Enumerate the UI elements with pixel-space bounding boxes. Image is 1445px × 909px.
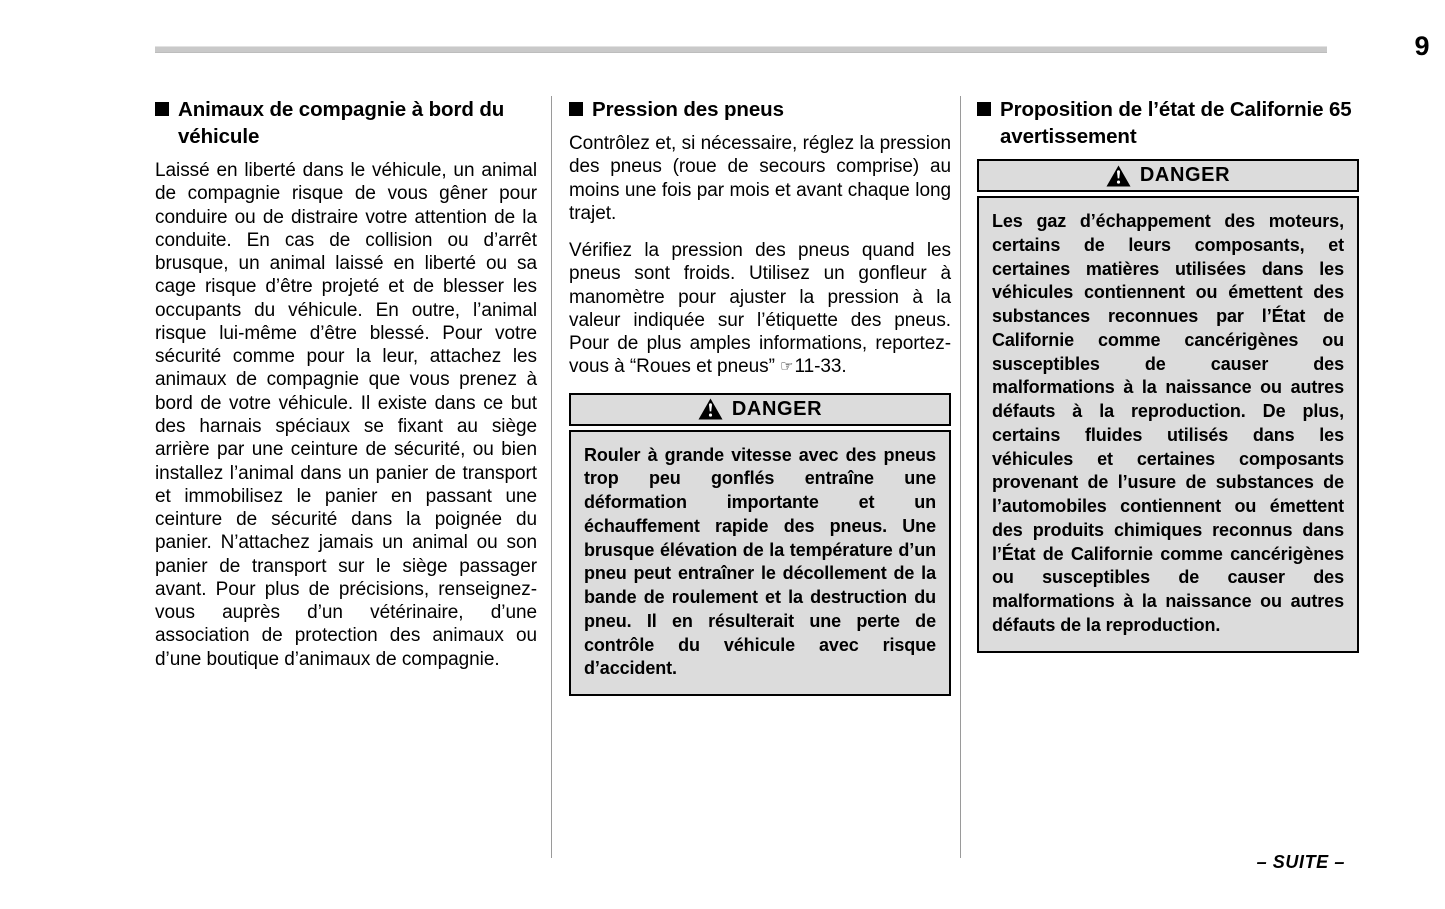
square-bullet-icon [569,102,583,116]
square-bullet-icon [977,102,991,116]
danger-label: DANGER [731,397,823,420]
warning-triangle-icon [698,398,723,420]
danger-label: DANGER [1139,164,1231,187]
header-rule [155,46,1327,53]
danger-title-bar [569,393,951,426]
square-bullet-icon [155,102,169,116]
page-number: 9 [1414,31,1429,61]
paragraph-tires-2-text: Vérifiez la pression des pneus quand les pneus sont froids. Utilisez un gonfleur à manomètre pour ajuster la pression à la valeur indiquée sur l’étiquette des pneus. Pour de plus amples informations, reportez-vous à “Roues et pneus” [569,240,951,378]
danger-box-prop65 [977,159,1359,653]
section-heading-tire-pressure [569,96,951,123]
column-2 [569,96,951,860]
column-divider-1 [551,96,552,858]
heading-text: Animaux de compagnie à bord du véhicule [178,98,505,149]
heading-text: Pression des pneus [592,98,784,121]
danger-body [977,196,1359,653]
page-header [155,44,1327,55]
danger-box-tires [569,393,951,697]
paragraph-pets-1: Laissé en liberté dans le véhicule, un animal de compagnie risque de vous gêner pour conduire ou de distraire votre attention de la conduite. En cas de collision ou d’arrêt brusque, un animal laissé en liberté ou sa cage risque d’être projeté et de blesser les occupants du véhicule. En outre, l’animal risque lui-même d’être blessé. Pour votre sécurité comme pour la leur, attachez les animaux de compagnie que vous prenez à bord de votre véhicule. Il existe dans ce but des harnais spéciaux se fixant au siège arrière par une ceinture de sécurité, ou bien installez l’animal dans un panier de transport et immobilisez le panier en passant une ceinture de sécurité dans la poignée du panier. N’attachez jamais un animal ou son panier de transport sur le siège passager avant. Pour plus de précisions, renseignez-vous auprès d’un vétérinaire, d’une association de protection des animaux ou d’une boutique d’animaux de compagnie. [155,160,537,670]
cross-reference-target: 11-33. [794,356,847,378]
heading-text: Proposition de l’état de Californie 65 avertissement [1000,98,1352,149]
column-1 [155,96,537,860]
column-3 [977,96,1359,860]
danger-title-bar [977,159,1359,192]
danger-text: Les gaz d’échappement des moteurs, certains de leurs composants, et certaines matières utilisées dans les véhicules contiennent ou émettent des substances reconnues par l’État de Californie comme cancérigènes ou susceptibles de causer des malformations à la naissance ou autres défauts à la reproduction. De plus, certains fluides utilisés dans les véhicules et certaines composants provenant de l’usure de substances de l’automobiles contiennent ou émettent des produits chimiques reconnus dans l’État de Californie comme cancérigènes ou susceptibles de causer des malformations à la naissance ou autres défauts de la reproduction. [992,211,1344,635]
section-heading-pets [155,96,537,150]
warning-triangle-icon [1106,165,1131,187]
column-divider-2 [960,96,961,858]
paragraph-tires-2 [569,239,951,379]
paragraph-tires-1: Contrôlez et, si nécessaire, réglez la pression des pneus (roue de secours comprise) au moins une fois par mois et avant chaque long trajet. [569,133,951,224]
danger-body [569,430,951,697]
pointing-hand-icon: ☞ [780,357,794,376]
column-container [155,96,1352,860]
cross-reference[interactable] [780,356,847,377]
section-heading-prop65 [977,96,1359,150]
footer-continued: – SUITE – [1256,852,1345,872]
danger-text: Rouler à grande vitesse avec des pneus trop peu gonflés entraîne une déformation importante et un échauffement rapide des pneus. Une brusque élévation de la température d’un pneu peut entraîner le décollement de la bande de roulement et la destruction du pneu. Il en résulterait une perte de contrôle du véhicule avec risque d’accident. [584,444,936,679]
